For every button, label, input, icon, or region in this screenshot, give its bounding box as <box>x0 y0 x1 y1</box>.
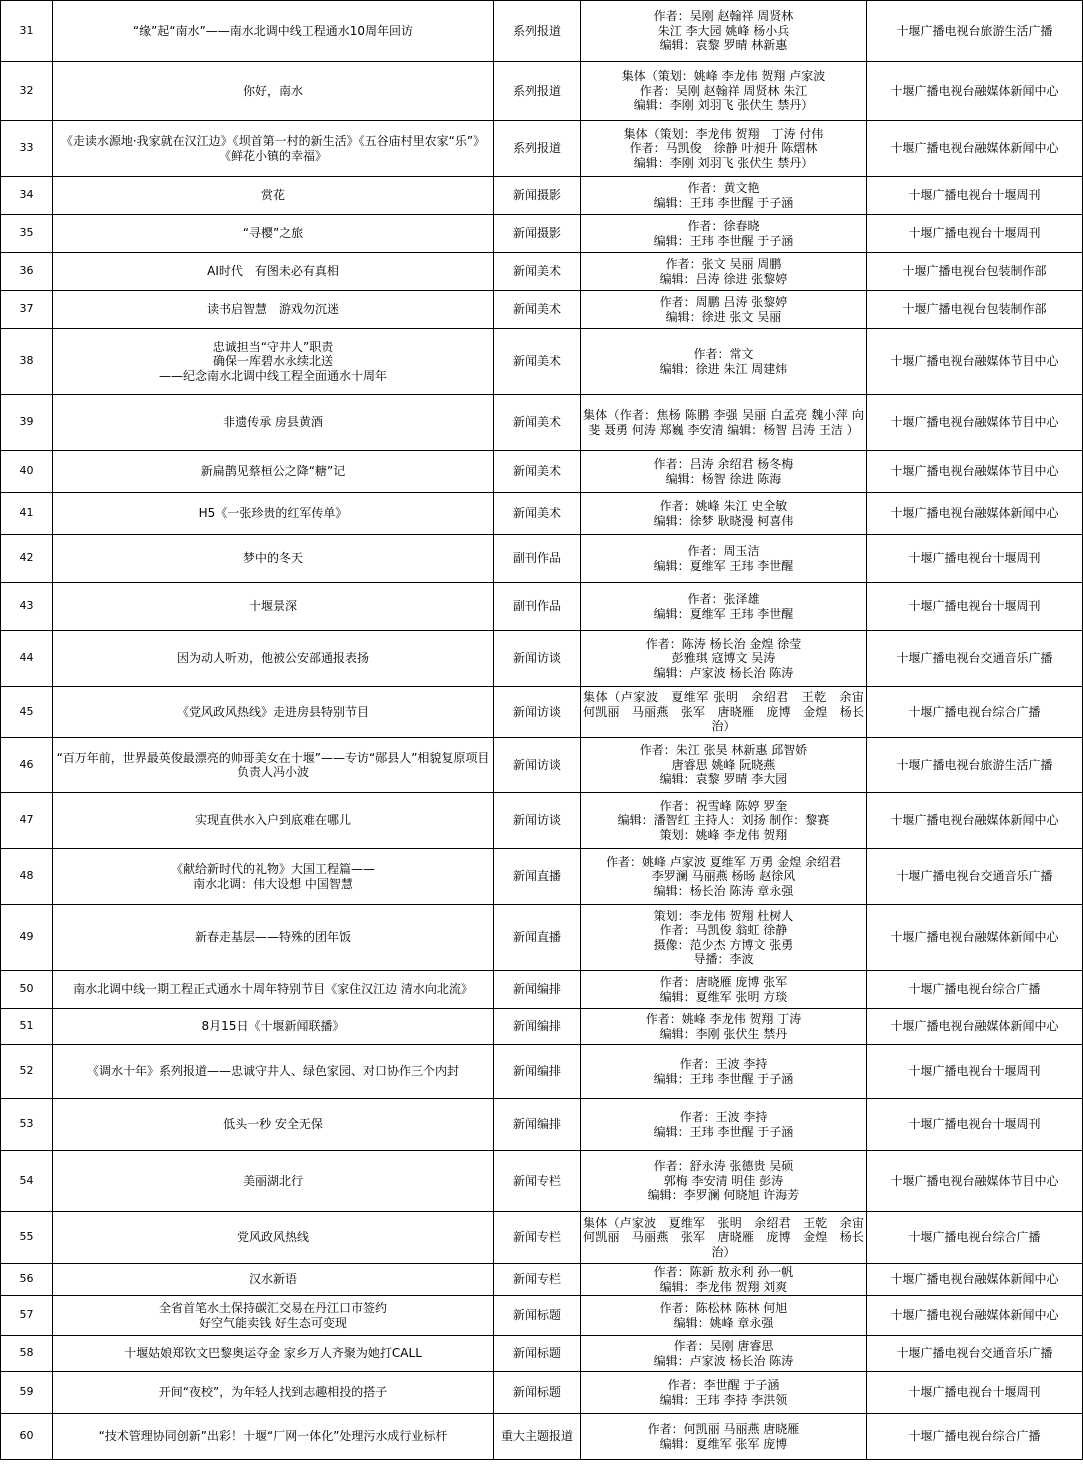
submitting-unit: 十堰广播电视台十堰周刊 <box>867 535 1083 583</box>
work-credits: 作者：王波 李持 编辑：王玮 李世醒 于子涵 <box>581 1045 867 1099</box>
row-number: 60 <box>1 1414 53 1460</box>
submitting-unit: 十堰广播电视台融媒体新闻中心 <box>867 1296 1083 1336</box>
work-title: AI时代 有图未必有真相 <box>53 253 494 291</box>
row-number: 45 <box>1 687 53 738</box>
row-number: 55 <box>1 1212 53 1264</box>
work-credits: 作者：张泽雄 编辑：夏维军 王玮 李世醒 <box>581 583 867 631</box>
work-title: “百万年前，世界最英俊最漂亮的帅哥美女在十堰”——专访“郧县人”相貌复原项目负责人冯小波 <box>53 738 494 793</box>
submitting-unit: 十堰广播电视台旅游生活广播 <box>867 1 1083 62</box>
work-credits: 作者：吴刚 唐睿思 编辑：卢家波 杨长治 陈涛 <box>581 1336 867 1372</box>
row-number: 51 <box>1 1009 53 1045</box>
work-title: 开间“夜校”，为年轻人找到志趣相投的搭子 <box>53 1372 494 1414</box>
table-row <box>1 121 1083 177</box>
work-category: 新闻美术 <box>494 253 581 291</box>
row-number: 43 <box>1 583 53 631</box>
work-credits: 作者：周鹏 吕涛 张黎婷 编辑：徐进 张文 吴丽 <box>581 291 867 329</box>
table-row <box>1 493 1083 535</box>
work-title: “技术管理协同创新”出彩！十堰“厂网一体化”处理污水成行业标杆 <box>53 1414 494 1460</box>
table-row <box>1 1099 1083 1151</box>
submitting-unit: 十堰广播电视台融媒体节目中心 <box>867 1151 1083 1212</box>
work-title: 忠诚担当“守井人”职责 确保一库碧水永续北送 ——纪念南水北调中线工程全面通水十周年 <box>53 329 494 395</box>
work-category: 系列报道 <box>494 1 581 62</box>
submitting-unit: 十堰广播电视台交通音乐广播 <box>867 1336 1083 1372</box>
work-category: 新闻专栏 <box>494 1264 581 1296</box>
table-row <box>1 451 1083 493</box>
work-category: 新闻访谈 <box>494 687 581 738</box>
row-number: 35 <box>1 215 53 253</box>
work-category: 副刊作品 <box>494 535 581 583</box>
row-number: 40 <box>1 451 53 493</box>
work-title: 新扁鹊见蔡桓公之降“糖”记 <box>53 451 494 493</box>
work-credits: 作者：陈松林 陈林 何旭 编辑：姚峰 章永强 <box>581 1296 867 1336</box>
work-title: 党风政风热线 <box>53 1212 494 1264</box>
work-credits: 作者：祝雪峰 陈婷 罗奎 编辑：潘智红 主持人：刘扬 制作：黎赛 策划：姚峰 李龙伟 贺翔 <box>581 793 867 849</box>
work-credits: 作者：舒永涛 张德贵 吴硕 郭梅 李安清 明佳 彭涛 编辑：李罗澜 何晓旭 许海芳 <box>581 1151 867 1212</box>
work-title: 《党风政风热线》走进房县特别节目 <box>53 687 494 738</box>
work-title: 梦中的冬天 <box>53 535 494 583</box>
table-row <box>1 793 1083 849</box>
work-title: H5《一张珍贵的红军传单》 <box>53 493 494 535</box>
work-category: 新闻直播 <box>494 849 581 905</box>
work-category: 新闻编排 <box>494 1099 581 1151</box>
table-row <box>1 1151 1083 1212</box>
row-number: 46 <box>1 738 53 793</box>
table-row <box>1 1264 1083 1296</box>
row-number: 37 <box>1 291 53 329</box>
table-row <box>1 1212 1083 1264</box>
work-credits: 作者：吕涛 余绍君 杨冬梅 编辑：杨智 徐进 陈海 <box>581 451 867 493</box>
row-number: 34 <box>1 177 53 215</box>
submitting-unit: 十堰广播电视台综合广播 <box>867 971 1083 1009</box>
work-credits: 作者：朱江 张昊 林新惠 邱智娇 唐睿思 姚峰 阮晓燕 编辑：袁黎 罗晴 李大园 <box>581 738 867 793</box>
work-title: 美丽湖北行 <box>53 1151 494 1212</box>
submitting-unit: 十堰广播电视台融媒体新闻中心 <box>867 493 1083 535</box>
work-credits: 作者：徐春晓 编辑：王玮 李世醒 于子涵 <box>581 215 867 253</box>
submitting-unit: 十堰广播电视台综合广播 <box>867 1414 1083 1460</box>
work-category: 新闻直播 <box>494 905 581 971</box>
submitting-unit: 十堰广播电视台融媒体新闻中心 <box>867 1264 1083 1296</box>
work-title: 赏花 <box>53 177 494 215</box>
work-title: 非遗传承 房县黄酒 <box>53 395 494 451</box>
table-row <box>1 738 1083 793</box>
work-title: 《调水十年》系列报道——忠诚守井人、绿色家园、对口协作三个内封 <box>53 1045 494 1099</box>
submitting-unit: 十堰广播电视台十堰周刊 <box>867 1372 1083 1414</box>
row-number: 57 <box>1 1296 53 1336</box>
row-number: 50 <box>1 971 53 1009</box>
work-category: 新闻编排 <box>494 1045 581 1099</box>
work-category: 新闻美术 <box>494 329 581 395</box>
row-number: 41 <box>1 493 53 535</box>
submitting-unit: 十堰广播电视台十堰周刊 <box>867 215 1083 253</box>
work-credits: 作者：姚峰 李龙伟 贺翔 丁涛 编辑：李刚 张伏生 禁丹 <box>581 1009 867 1045</box>
work-category: 新闻摄影 <box>494 215 581 253</box>
work-category: 新闻访谈 <box>494 631 581 687</box>
row-number: 38 <box>1 329 53 395</box>
work-title: 南水北调中线一期工程正式通水十周年特别节目《家住汉江边 清水向北流》 <box>53 971 494 1009</box>
work-category: 新闻标题 <box>494 1296 581 1336</box>
work-credits: 作者：何凯丽 马丽燕 唐晓雁 编辑：夏维军 张军 庞博 <box>581 1414 867 1460</box>
work-category: 副刊作品 <box>494 583 581 631</box>
table-row <box>1 1 1083 62</box>
submitting-unit: 十堰广播电视台十堰周刊 <box>867 583 1083 631</box>
work-credits: 作者：黄文艳 编辑：王玮 李世醒 于子涵 <box>581 177 867 215</box>
table-row <box>1 177 1083 215</box>
work-title: 低头一秒 安全无保 <box>53 1099 494 1151</box>
work-credits: 集体（作者：焦杨 陈鹏 李强 吴丽 白孟亮 魏小萍 向斐 聂勇 何涛 郑巍 李安清 编辑：杨智 吕涛 王洁 ） <box>581 395 867 451</box>
row-number: 58 <box>1 1336 53 1372</box>
row-number: 53 <box>1 1099 53 1151</box>
work-title: 全省首笔水土保持碳汇交易在丹江口市签约 好空气能卖钱 好生态可变现 <box>53 1296 494 1336</box>
submitting-unit: 十堰广播电视台旅游生活广播 <box>867 738 1083 793</box>
row-number: 47 <box>1 793 53 849</box>
work-title: 实现直供水入户到底难在哪儿 <box>53 793 494 849</box>
table-row <box>1 1009 1083 1045</box>
work-credits: 集体（策划：姚峰 李龙伟 贺翔 卢家波 作者：吴刚 赵翰祥 周贤林 朱江 编辑：李刚 刘羽飞 张伏生 禁丹） <box>581 62 867 121</box>
work-credits: 作者：吴刚 赵翰祥 周贤林 朱江 李大园 姚峰 杨小兵 编辑：袁黎 罗晴 林新惠 <box>581 1 867 62</box>
table-row <box>1 215 1083 253</box>
table-row <box>1 291 1083 329</box>
work-credits: 作者：张文 吴丽 周鹏 编辑：吕涛 徐进 张黎婷 <box>581 253 867 291</box>
work-category: 新闻标题 <box>494 1372 581 1414</box>
table-row <box>1 535 1083 583</box>
submitting-unit: 十堰广播电视台融媒体节目中心 <box>867 451 1083 493</box>
table-row <box>1 583 1083 631</box>
work-credits: 集体（卢家波 夏维军 张明 余绍君 王乾 余宙 何凯丽 马丽燕 张军 唐晓雁 庞博 金煌 杨长治） <box>581 687 867 738</box>
table-row <box>1 329 1083 395</box>
table-row <box>1 1296 1083 1336</box>
table-row <box>1 1372 1083 1414</box>
work-category: 新闻专栏 <box>494 1151 581 1212</box>
work-credits: 集体（卢家波 夏维军 张明 余绍君 王乾 余宙 何凯丽 马丽燕 张军 唐晓雁 庞博 金煌 杨长治） <box>581 1212 867 1264</box>
work-title: 《走读水源地·我家就在汉江边》《坝首第一村的新生活》《五谷庙村里农家“乐”》《鲜花小镇的幸福》 <box>53 121 494 177</box>
work-credits: 作者：常文 编辑：徐进 朱江 周建炜 <box>581 329 867 395</box>
row-number: 44 <box>1 631 53 687</box>
work-category: 新闻编排 <box>494 1009 581 1045</box>
work-category: 新闻标题 <box>494 1336 581 1372</box>
work-title: “缘”起“南水”——南水北调中线工程通水10周年回访 <box>53 1 494 62</box>
work-title: “寻樱”之旅 <box>53 215 494 253</box>
submitting-unit: 十堰广播电视台融媒体节目中心 <box>867 395 1083 451</box>
row-number: 42 <box>1 535 53 583</box>
work-title: 新春走基层——特殊的团年饭 <box>53 905 494 971</box>
submitting-unit: 十堰广播电视台包装制作部 <box>867 253 1083 291</box>
work-category: 新闻美术 <box>494 451 581 493</box>
row-number: 54 <box>1 1151 53 1212</box>
submitting-unit: 十堰广播电视台融媒体新闻中心 <box>867 793 1083 849</box>
submitting-unit: 十堰广播电视台融媒体新闻中心 <box>867 905 1083 971</box>
submitting-unit: 十堰广播电视台融媒体新闻中心 <box>867 121 1083 177</box>
work-credits: 策划：李龙伟 贺翔 杜树人 作者：马凯俊 翁虹 徐静 摄像：范少杰 方博文 张勇 导播：李波 <box>581 905 867 971</box>
row-number: 39 <box>1 395 53 451</box>
submitting-unit: 十堰广播电视台融媒体新闻中心 <box>867 1009 1083 1045</box>
work-category: 新闻美术 <box>494 493 581 535</box>
work-title: 十堰姑娘郑钦文巴黎奥运夺金 家乡万人齐聚为她打CALL <box>53 1336 494 1372</box>
work-category: 重大主题报道 <box>494 1414 581 1460</box>
awards-table-body <box>1 1 1083 1460</box>
work-credits: 作者：陈涛 杨长治 金煌 徐莹 彭雅琪 寇博文 吴涛 编辑：卢家波 杨长治 陈涛 <box>581 631 867 687</box>
table-row <box>1 849 1083 905</box>
row-number: 48 <box>1 849 53 905</box>
submitting-unit: 十堰广播电视台十堰周刊 <box>867 177 1083 215</box>
table-row <box>1 971 1083 1009</box>
row-number: 31 <box>1 1 53 62</box>
submitting-unit: 十堰广播电视台十堰周刊 <box>867 1045 1083 1099</box>
work-category: 系列报道 <box>494 62 581 121</box>
row-number: 32 <box>1 62 53 121</box>
row-number: 59 <box>1 1372 53 1414</box>
row-number: 36 <box>1 253 53 291</box>
work-credits: 作者：陈新 敖永利 孙一帆 编辑：李龙伟 贺翔 刘爽 <box>581 1264 867 1296</box>
work-category: 新闻摄影 <box>494 177 581 215</box>
work-credits: 集体（策划：李龙伟 贺翔 丁涛 付伟 作者：马凯俊 徐静 叶昶升 陈熠林 编辑：李刚 刘羽飞 张伏生 禁丹） <box>581 121 867 177</box>
work-title: 读书启智慧 游戏勿沉迷 <box>53 291 494 329</box>
table-row <box>1 1336 1083 1372</box>
work-category: 新闻美术 <box>494 395 581 451</box>
table-row <box>1 62 1083 121</box>
work-category: 新闻美术 <box>494 291 581 329</box>
table-row <box>1 1414 1083 1460</box>
row-number: 33 <box>1 121 53 177</box>
work-title: 十堰景深 <box>53 583 494 631</box>
work-credits: 作者：唐晓雁 庞博 张军 编辑：夏维军 张明 方琰 <box>581 971 867 1009</box>
submitting-unit: 十堰广播电视台包装制作部 <box>867 291 1083 329</box>
work-title: 8月15日《十堰新闻联播》 <box>53 1009 494 1045</box>
work-credits: 作者：王波 李持 编辑：王玮 李世醒 于子涵 <box>581 1099 867 1151</box>
work-credits: 作者：姚峰 卢家波 夏维军 万勇 金煌 余绍君 李罗澜 马丽燕 杨旸 赵徐风 编辑：杨长治 陈涛 章永强 <box>581 849 867 905</box>
row-number: 52 <box>1 1045 53 1099</box>
table-row <box>1 1045 1083 1099</box>
work-credits: 作者：周玉洁 编辑：夏维军 王玮 李世醒 <box>581 535 867 583</box>
work-category: 新闻访谈 <box>494 793 581 849</box>
work-title: 汉水新语 <box>53 1264 494 1296</box>
work-credits: 作者：姚峰 朱江 史全敏 编辑：徐梦 耿晓漫 柯喜伟 <box>581 493 867 535</box>
work-category: 系列报道 <box>494 121 581 177</box>
work-title: 因为动人听劝，他被公安部通报表扬 <box>53 631 494 687</box>
work-category: 新闻专栏 <box>494 1212 581 1264</box>
table-row <box>1 253 1083 291</box>
submitting-unit: 十堰广播电视台综合广播 <box>867 1212 1083 1264</box>
work-title: 《献给新时代的礼物》大国工程篇—— 南水北调：伟大设想 中国智慧 <box>53 849 494 905</box>
submitting-unit: 十堰广播电视台十堰周刊 <box>867 1099 1083 1151</box>
submitting-unit: 十堰广播电视台交通音乐广播 <box>867 849 1083 905</box>
table-row <box>1 905 1083 971</box>
table-row <box>1 395 1083 451</box>
work-title: 你好，南水 <box>53 62 494 121</box>
submitting-unit: 十堰广播电视台融媒体节目中心 <box>867 329 1083 395</box>
submitting-unit: 十堰广播电视台交通音乐广播 <box>867 631 1083 687</box>
submitting-unit: 十堰广播电视台综合广播 <box>867 687 1083 738</box>
table-row <box>1 687 1083 738</box>
submitting-unit: 十堰广播电视台融媒体新闻中心 <box>867 62 1083 121</box>
work-credits: 作者：李世醒 于子涵 编辑：王玮 李持 李洪领 <box>581 1372 867 1414</box>
row-number: 49 <box>1 905 53 971</box>
work-category: 新闻访谈 <box>494 738 581 793</box>
work-category: 新闻编排 <box>494 971 581 1009</box>
row-number: 56 <box>1 1264 53 1296</box>
table-row <box>1 631 1083 687</box>
